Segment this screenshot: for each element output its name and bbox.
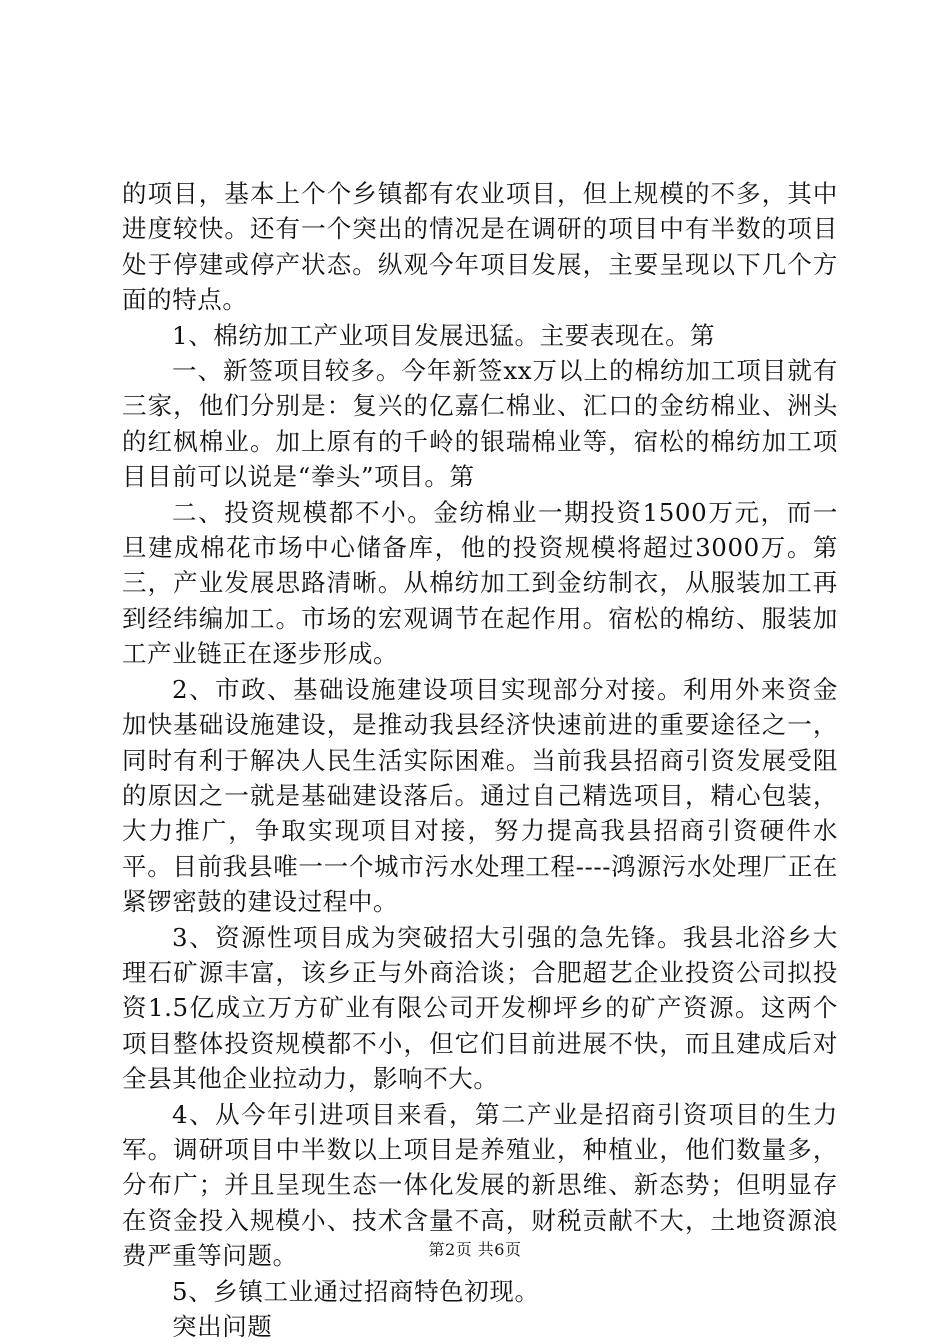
paragraph-8: 5、乡镇工业通过招商特色初现。 <box>172 1276 540 1306</box>
paragraph-5: 2、市政、基础设施建设项目实现部分对接。利用外来资金加快基础设施建设，是推动我县经济快速前进的重要途径之一，同时有利于解决人民生活实际困难。当前我县招商引资发展受阻的原因之一就是基础建设落后。通过自己精选项目，精心包装，大力推广，争取实现项目对接，努力提高我县招商引资硬件水平。目前我县唯一一个城市污水处理工程----鸿源污水处理厂正在紧锣密鼓的建设过程中。 <box>122 674 838 917</box>
paragraph-9: 突出问题 <box>172 1312 273 1341</box>
page-number-label: 第2页 共6页 <box>428 1240 522 1259</box>
paragraph-6: 3、资源性项目成为突破招大引强的急先锋。我县北浴乡大理石矿源丰富，该乡正与外商洽谈；合肥超艺企业投资公司拟投资1.5亿成立万方矿业有限公司开发柳坪乡的矿产资源。这两个项目整体投资规模都不小，但它们目前进展不快，而且建成后对全县其他企业拉动力，影响不大。 <box>122 922 838 1094</box>
paragraph-2: 1、棉纺加工产业项目发展迅猛。主要表现在。第 <box>172 320 716 350</box>
paragraph-1: 的项目，基本上个个乡镇都有农业项目，但上规模的不多，其中进度较快。还有一个突出的情况是在调研的项目中有半数的项目处于停建或停产状态。纵观今年项目发展，主要呈现以下几个方面的特点。 <box>122 179 838 315</box>
paragraph-3: 一、新签项目较多。今年新签xx万以上的棉纺加工项目就有三家，他们分别是：复兴的亿嘉仁棉业、汇口的金纺棉业、洲头的红枫棉业。加上原有的千岭的银瑞棉业等，宿松的棉纺加工项目目前可以说是“拳头”项目。第 <box>122 356 838 492</box>
paragraph-7: 4、从今年引进项目来看，第二产业是招商引资项目的生力军。调研项目中半数以上项目是养殖业，种植业，他们数量多，分布广；并且呈现生态一体化发展的新思维、新态势；但明显存在资金投入规模小、技术含量不高，财税贡献不大，土地资源浪费严重等问题。 <box>122 1099 838 1271</box>
page-footer <box>0 1240 950 1260</box>
paragraph-4: 二、投资规模都不小。金纺棉业一期投资1500万元，而一旦建成棉花市场中心储备库，他的投资规模将超过3000万。第三，产业发展思路清晰。从棉纺加工到金纺制衣，从服装加工再到经纬编加工。市场的宏观调节在起作用。宿松的棉纺、服装加工产业链正在逐步形成。 <box>122 497 838 669</box>
document-body <box>122 176 838 1344</box>
